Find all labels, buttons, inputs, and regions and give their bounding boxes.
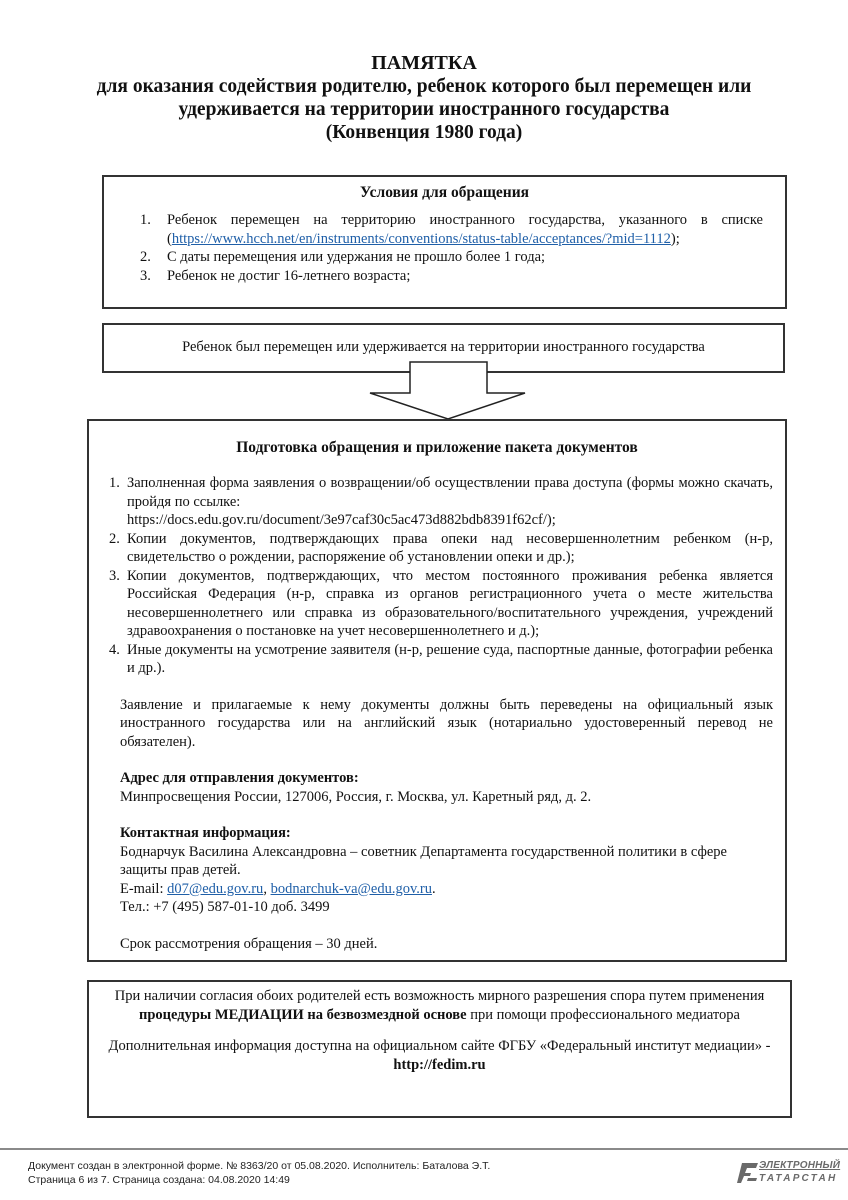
logo-line-2: ТАТАРСТАН	[759, 1172, 838, 1184]
item-text: Копии документов, подтверждающих, что местом постоянного проживания ребенка является Российская Федерация (н-р, справка из органов регистрационного учета о месте жительства несовершеннолетнего или справка из образовательного/воспитательного учреждения, учреждений здравоохранения о постановке на учет несовершеннолетнего и д.);	[127, 567, 773, 639]
email-separator: ,	[263, 880, 271, 897]
conditions-list	[104, 211, 785, 285]
list-item	[104, 211, 785, 248]
title-line-1: для оказания содействия родителю, ребенок которого был перемещен или	[96, 76, 752, 97]
item-number: 1.	[109, 475, 120, 491]
email-end: .	[431, 880, 436, 897]
item-text: Заполненная форма заявления о возвращении/об осуществлении права доступа (формы можно скачать, пройдя по ссылке:	[127, 475, 773, 510]
item-text: Ребенок перемещен на территорию иностранного государства, указанного в списке (	[167, 212, 763, 247]
email-line	[120, 880, 773, 899]
list-item	[104, 248, 785, 267]
contact-person: Боднарчук Василина Александровна – советник Департамента государственной политики в сфере защиты прав детей.	[120, 843, 727, 878]
electronic-tatarstan-logo	[737, 1160, 841, 1186]
item-text: Копии документов, подтверждающих права опеки над несовершеннолетним ребенком (н-р, свидетельство о рождении, распоряжение об установлении опеки и др.);	[127, 530, 773, 565]
documents-list	[89, 474, 785, 678]
item-number: 3.	[140, 267, 151, 284]
item-number: 2.	[109, 530, 120, 547]
form-download-url[interactable]: https://docs.edu.gov.ru/document/3e97caf30c5ac473d882bdb8391f62cf/);	[127, 512, 556, 528]
list-item	[104, 267, 785, 286]
item-number: 1.	[140, 212, 151, 228]
documents-box	[87, 419, 787, 962]
email-link-d07[interactable]: d07@edu.gov.ru	[167, 880, 264, 897]
footer-divider	[0, 1148, 848, 1150]
event-text: Ребенок был перемещен или удерживается на территории иностранного государства	[182, 339, 705, 355]
list-item	[89, 641, 785, 678]
down-arrow-icon	[365, 358, 535, 422]
title-main: ПАМЯТКА	[371, 52, 477, 74]
footer-line-2: Страница 6 из 7. Страница создана: 04.08.2020 14:49	[28, 1173, 290, 1186]
title-line-3: (Конвенция 1980 года)	[325, 122, 523, 143]
hcch-status-table-link[interactable]: https://www.hcch.net/en/instruments/conventions/status-table/acceptances/?mid=1112	[171, 230, 671, 247]
item-text: С даты перемещения или удержания не прошло более 1 года;	[167, 249, 546, 265]
item-text-end: );	[670, 230, 680, 247]
fedim-paragraph	[89, 1037, 790, 1075]
electronic-tatarstan-logo-icon	[737, 1161, 759, 1185]
translation-note: Заявление и прилагаемые к нему документы должны быть переведены на официальный язык иностранного государства или на английский язык (нотариально удостоверенный перевод не обязателен).	[120, 696, 773, 750]
item-number: 3.	[109, 567, 120, 584]
mediation-text-end: при помощи профессионального медиатора	[466, 1007, 740, 1023]
logo-text	[759, 1160, 840, 1185]
conditions-heading: Условия для обращения	[359, 184, 530, 201]
list-item	[89, 567, 785, 641]
documents-heading: Подготовка обращения и приложение пакета документов	[236, 439, 638, 456]
footer-info	[28, 1160, 490, 1187]
title-line-2: удерживается на территории иностранного государства	[178, 99, 670, 120]
item-number: 4.	[109, 641, 120, 658]
mediation-paragraph	[89, 987, 790, 1025]
arrow-shape	[370, 362, 525, 419]
email-label: E-mail:	[120, 880, 168, 897]
phone-text: Тел.: +7 (495) 587-01-10 доб. 3499	[120, 899, 330, 915]
address-text: Минпросвещения России, 127006, Россия, г. Москва, ул. Каретный ряд, д. 2.	[120, 788, 592, 805]
mediation-emphasis: процедуры МЕДИАЦИИ на безвозмездной основе	[139, 1007, 467, 1023]
list-item	[89, 530, 785, 567]
conditions-box	[102, 175, 787, 309]
contact-label: Контактная информация:	[120, 825, 291, 841]
address-label: Адрес для отправления документов:	[120, 770, 359, 786]
document-title	[0, 52, 848, 144]
logo-line-1: ЭЛЕКТРОННЫЙ	[759, 1160, 841, 1171]
fedim-link[interactable]: http://fedim.ru	[393, 1057, 486, 1073]
item-text: Ребенок не достиг 16-летнего возраста;	[167, 267, 411, 284]
mediation-box	[87, 980, 792, 1118]
fedim-text: Дополнительная информация доступна на официальном сайте ФГБУ «Федеральный институт медиации» -	[108, 1038, 771, 1054]
item-text: Иные документы на усмотрение заявителя (н-р, решение суда, паспортные данные, фотографии ребенка и др.).	[127, 641, 773, 676]
email-link-bodnarchuk[interactable]: bodnarchuk-va@edu.gov.ru	[270, 880, 432, 897]
review-period: Срок рассмотрения обращения – 30 дней.	[120, 935, 378, 952]
mediation-text: При наличии согласия обоих родителей есть возможность мирного разрешения спора путем применения	[114, 988, 765, 1004]
footer-line-1: Документ создан в электронной форме. № 8363/20 от 05.08.2020. Исполнитель: Баталова Э.Т.	[28, 1160, 491, 1172]
list-item	[89, 474, 785, 530]
item-number: 2.	[140, 249, 151, 265]
